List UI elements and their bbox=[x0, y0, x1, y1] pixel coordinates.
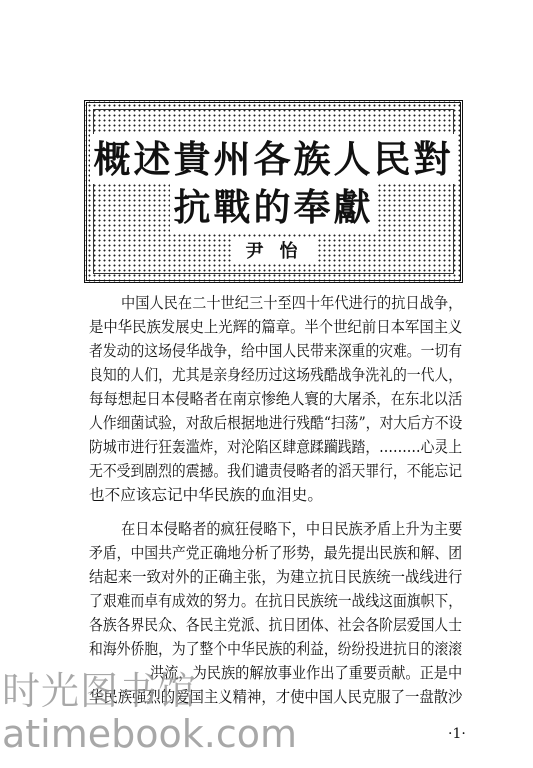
body-line: 中国人民在二十世纪三十至四十年代进行的抗日战争， bbox=[121, 294, 463, 312]
title-line-1-text: 概述貴州各族人民對 bbox=[90, 134, 458, 184]
body-line: 防城市进行狂轰滥炸，对沦陷区肆意蹂躏践踏，………心灵上 bbox=[89, 438, 463, 456]
body-line: 在日本侵略者的疯狂侵略下，中日民族矛盾上升为主要 bbox=[121, 520, 463, 538]
body-line: 和海外侨胞，为了整个中华民族的利益，纷纷投进抗日的滚滚 bbox=[89, 640, 463, 658]
watermark-chinese: 时光图书馆 bbox=[2, 669, 198, 713]
body-line: 人作细菌试验，对敌后根据地进行残酷“扫荡”，对大后方不设 bbox=[89, 414, 463, 432]
body-line: 良知的人们，尤其是亲身经历过这场残酷战争洗礼的一代人， bbox=[89, 366, 463, 384]
body-line: 了艰难而卓有成效的努力。在抗日民族统一战线这面旗帜下， bbox=[89, 592, 463, 610]
body-line: 矛盾，中国共产党正确地分析了形势，最先提出民族和解、团 bbox=[89, 544, 463, 562]
author-name bbox=[87, 237, 460, 263]
title-line-1 bbox=[87, 137, 460, 181]
body-line: 各族各界民众、各民主党派、抗日团体、社会各阶层爱国人士 bbox=[89, 616, 463, 634]
title-frame bbox=[84, 100, 463, 283]
author-name-text: 尹怡 bbox=[232, 239, 316, 264]
body-line: 华民族强烈的爱国主义精神，才使中国人民克服了一盘散沙 bbox=[89, 688, 463, 706]
body-line: 每每想起日本侵略者在南京惨绝人寰的大屠杀，在东北以活 bbox=[89, 390, 463, 408]
title-line-2-text: 抗戰的奉獻 bbox=[170, 182, 378, 232]
watermark-url: atimebook.com bbox=[2, 712, 298, 756]
title-line-2 bbox=[87, 185, 460, 229]
body-line: 洪流，为民族的解放事业作出了重要贡献。正是中 bbox=[150, 664, 463, 682]
body-line: 者发动的这场侵华战争，给中国人民带来深重的灾难。一切有 bbox=[89, 342, 463, 360]
page-number: ·1· bbox=[448, 726, 466, 742]
body-line: 也不应该忘记中华民族的血泪史。 bbox=[89, 486, 323, 504]
body-line: 是中华民族发展史上光辉的篇章。半个世纪前日本军国主义 bbox=[89, 318, 463, 336]
body-line: 无不受到剧烈的震撼。我们谴责侵略者的滔天罪行，不能忘记 bbox=[89, 462, 463, 480]
body-line: 结起来一致对外的正确主张，为建立抗日民族统一战线进行 bbox=[89, 568, 463, 586]
